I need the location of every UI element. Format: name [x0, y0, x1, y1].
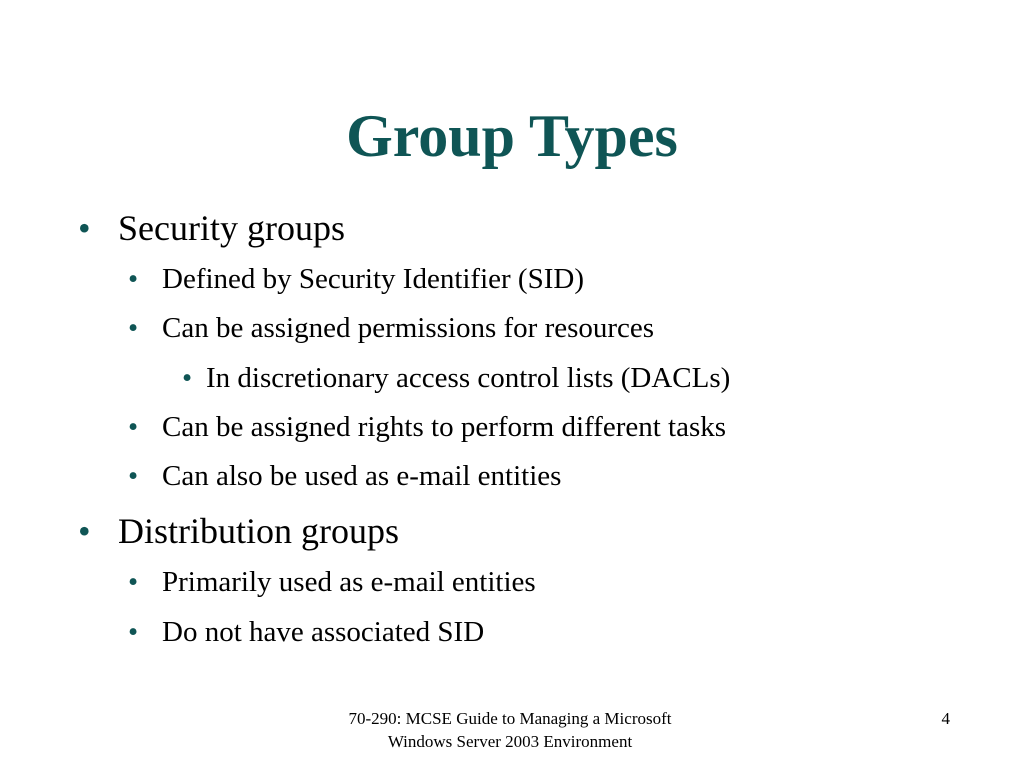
bullet-marker: •	[128, 616, 139, 648]
footer-line-2: Windows Server 2003 Environment	[387, 732, 633, 751]
bullet-text: Primarily used as e-mail entities	[162, 566, 536, 598]
slide-title: Group Types	[346, 103, 678, 169]
bullet-text: Defined by Security Identifier (SID)	[162, 263, 584, 295]
bullet-marker: •	[128, 411, 139, 443]
page-number: 4	[941, 709, 950, 728]
bullet-marker: •	[78, 208, 91, 248]
bullet-marker: •	[78, 511, 91, 551]
bullet-text: Can also be used as e-mail entities	[162, 460, 562, 492]
footer-line-1: 70-290: MCSE Guide to Managing a Microsoft	[348, 709, 672, 728]
bullet-marker: •	[128, 312, 139, 344]
bullet-marker: •	[182, 362, 193, 394]
bullet-marker: •	[128, 263, 139, 295]
bullet-text: Distribution groups	[118, 511, 400, 551]
bullet-marker: •	[128, 460, 139, 492]
slide-footer	[280, 707, 740, 753]
bullet-text: Security groups	[118, 208, 345, 248]
bullet-text: In discretionary access control lists (DACLs)	[206, 362, 731, 394]
bullet-text: Can be assigned permissions for resources	[162, 312, 655, 344]
bullet-text: Do not have associated SID	[162, 616, 485, 648]
bullet-marker: •	[128, 566, 139, 598]
bullet-text: Can be assigned rights to perform different tasks	[162, 411, 727, 443]
